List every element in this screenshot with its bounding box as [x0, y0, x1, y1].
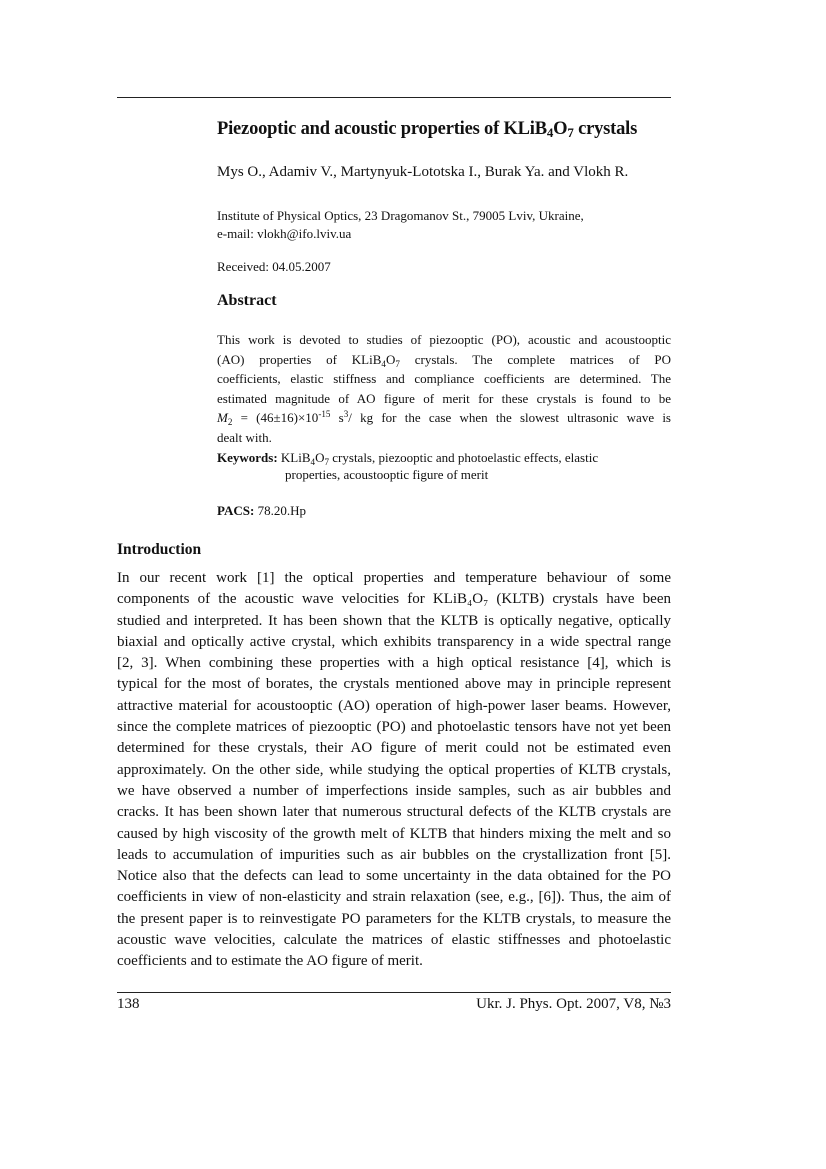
- body-line: attractive material for acoustooptic (AO) operation of high-power laser beams. However,: [117, 697, 671, 714]
- body-line: the present paper is to reinvestigate PO parameters for the KLTB crystals, to measure the: [117, 910, 671, 927]
- keywords-line: properties, acoustooptic figure of merit: [285, 467, 489, 482]
- abstract-line: estimated magnitude of AO figure of merit for these crystals is found to be: [217, 390, 671, 406]
- pacs: [217, 503, 671, 519]
- top-rule: [117, 97, 671, 98]
- keywords: [217, 449, 671, 483]
- body-line: approximately. On the other side, while studying the optical properties of KLTB crystals,: [117, 761, 671, 778]
- body-line: we have observed a number of imperfections inside samples, such as air bubbles and: [117, 782, 671, 799]
- affiliation-email: e-mail: vlokh@ifo.lviv.ua: [217, 226, 352, 241]
- keywords-label: Keywords:: [217, 450, 278, 465]
- pacs-label: PACS:: [217, 503, 255, 518]
- paper-title: Piezooptic and acoustic properties of $KLiB_4O_7$ crystals: [217, 119, 638, 140]
- body-line: biaxial and optically active crystal, which exhibits transparency in a wide spectral range: [117, 633, 671, 650]
- body-line: components of the acoustic wave velocities for KLiB₄O₇ (KLTB) crystals have been: [117, 591, 671, 608]
- introduction-heading: Introduction: [117, 541, 202, 558]
- body-line: acoustic wave velocities, calculate the matrices of elastic stiffnesses and photoelastic: [117, 932, 671, 949]
- abstract-line: This work is devoted to studies of piezooptic (PO), acoustic and acoustooptic: [217, 332, 671, 347]
- received-date: Received: 04.05.2007: [217, 259, 331, 274]
- abstract-line: dealt with.: [217, 429, 272, 445]
- body-line: Notice also that the defects can lead to some uncertainty in the data obtained for the PO: [117, 868, 671, 885]
- body-line: since the complete matrices of piezooptic (PO) and photoelastic tensors have not yet been: [117, 719, 671, 736]
- pacs-value: 78.20.Hp: [254, 503, 306, 518]
- body-line: In our recent work [1] the optical properties and temperature behaviour of some: [117, 570, 671, 586]
- abstract-line: $M_2 = (46\pm 16)\times 10^{-15}$ $s^3/$ kg for the case when the slowest ultrasonic wave is: [217, 409, 671, 427]
- abstract-heading: Abstract: [217, 292, 277, 309]
- body-line: coefficients in view of non-elasticity and strain relaxation (see, e.g., [6]). Thus, the aim of: [117, 889, 671, 906]
- abstract-line: (AO) properties of $KLiB_4O_7$ crystals. The complete matrices of PO: [217, 351, 671, 369]
- body-line: caused by high viscosity of the growth melt of KLTB that hinders mixing the melt and so: [117, 825, 671, 842]
- keywords-line: Keywords: $KLiB_4O_7$ crystals, piezooptic and photoelastic effects, elastic: [217, 450, 599, 467]
- affiliation: [217, 207, 671, 243]
- abstract-text: [217, 330, 671, 447]
- bottom-rule: [117, 992, 671, 993]
- body-line: studied and interpreted. It has been shown that the KLTB is optically negative, optically: [117, 612, 671, 629]
- abstract-line: coefficients, elastic stiffness and compliance coefficients are determined. The: [217, 371, 671, 386]
- body-line: typical for the most of borates, the crystals mentioned above may in principle represent: [117, 676, 671, 693]
- introduction-body: [117, 568, 671, 973]
- body-line: cracks. It has been shown later that numerous structural defects of the KLTB crystals are: [117, 804, 671, 821]
- page-number: 138: [117, 996, 140, 1012]
- body-line: leads to accumulation of impurities such as air bubbles on the crystallization front [5].: [117, 846, 671, 863]
- body-line: coefficients and to estimate the AO figure of merit.: [117, 953, 423, 970]
- body-line: determined for these crystals, their AO figure of merit could not be estimated even: [117, 740, 671, 757]
- body-line: [2, 3]. When combining these properties with a high optical resistance [4], which is: [117, 655, 671, 672]
- affiliation-address: Institute of Physical Optics, 23 Dragomanov St., 79005 Lviv, Ukraine,: [217, 208, 584, 223]
- authors: Mys O., Adamiv V., Martynyuk-Lototska I., Burak Ya. and Vlokh R.: [217, 164, 629, 180]
- journal-citation: Ukr. J. Phys. Opt. 2007, V8, №3: [476, 996, 671, 1012]
